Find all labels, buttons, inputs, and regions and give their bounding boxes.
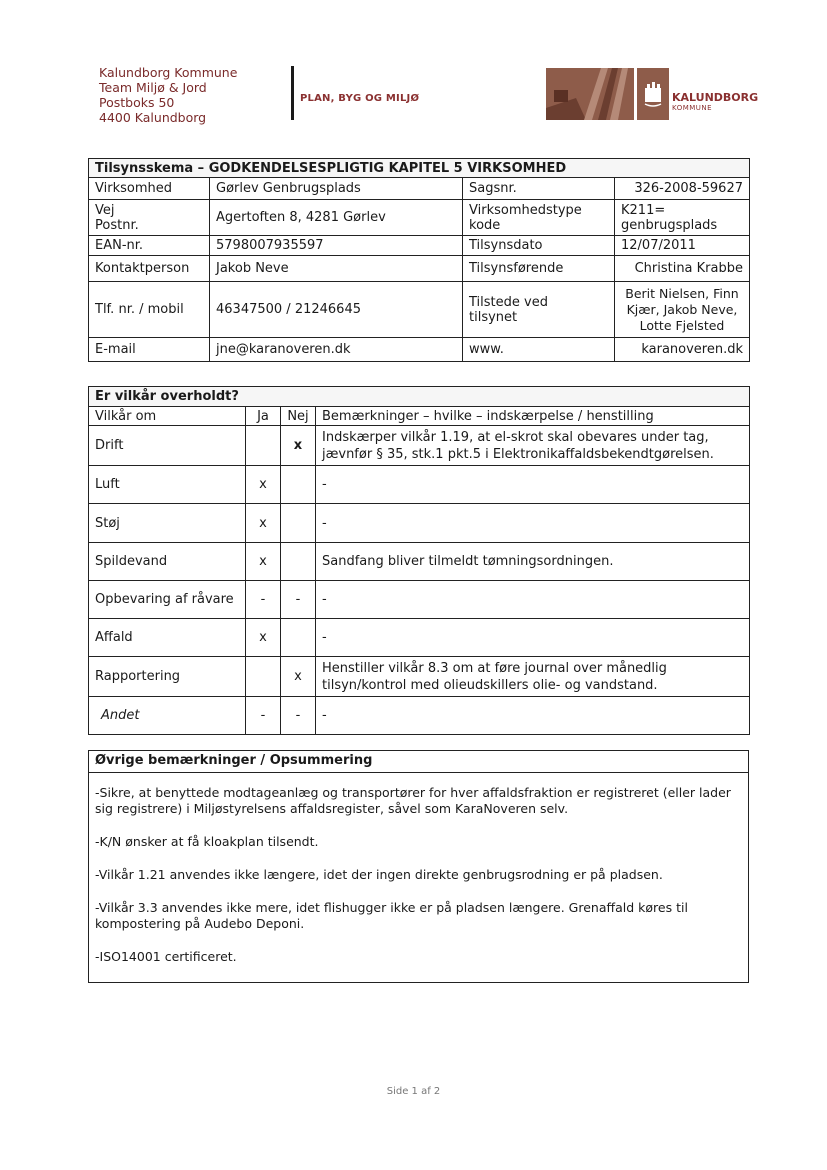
summary-paragraph: -K/N ønsker at få kloakplan tilsendt. (95, 834, 319, 849)
condition-remarks: Indskærper vilkår 1.19, at el-skrot skal obevares under tag, jævnfør § 35, stk.1 pkt.5 i Elektronikaffaldsbekendtgørelsen. (316, 426, 750, 466)
table-row (89, 200, 750, 236)
condition-yes: x (246, 619, 281, 657)
org-line: Kalundborg Kommune (99, 65, 238, 80)
condition-no: x (281, 426, 316, 466)
condition-name: Drift (89, 426, 246, 466)
org-line: 4400 Kalundborg (99, 110, 207, 125)
condition-name: Rapportering (89, 657, 246, 697)
field-label: Virksomhedstype kode (463, 200, 615, 236)
condition-no: - (281, 697, 316, 735)
summary-paragraph: -Vilkår 3.3 anvendes ikke mere, idet flishugger ikke er på pladsen længere. Grenaffald køres til kompostering på Audebo Deponi. (95, 900, 688, 931)
condition-no (281, 466, 316, 504)
condition-remarks: - (316, 581, 750, 619)
field-label: Tilsynsdato (463, 236, 615, 256)
condition-name: Affald (89, 619, 246, 657)
condition-no (281, 504, 316, 543)
table-row (89, 543, 750, 581)
column-header: Ja (246, 407, 281, 426)
field-value: Gørlev Genbrugsplads (210, 178, 463, 200)
field-value: karanoveren.dk (615, 338, 750, 362)
field-label: Virksomhed (89, 178, 210, 200)
condition-yes: - (246, 697, 281, 735)
condition-yes (246, 657, 281, 697)
table-row (89, 581, 750, 619)
conditions-table (88, 386, 750, 735)
condition-yes: x (246, 543, 281, 581)
summary-box (88, 750, 749, 983)
department-name: PLAN, BYG OG MILJØ (300, 93, 420, 104)
field-label: www. (463, 338, 615, 362)
field-label: Sagsnr. (463, 178, 615, 200)
letterhead-divider (291, 66, 294, 120)
field-value: 5798007935597 (210, 236, 463, 256)
municipality-logo-image (546, 68, 634, 120)
field-value: Berit Nielsen, Finn Kjær, Jakob Neve, Lotte Fjelsted (615, 282, 750, 338)
field-label: Tilsynsførende (463, 256, 615, 282)
table-row (89, 697, 750, 735)
condition-no (281, 543, 316, 581)
condition-remarks: Sandfang bliver tilmeldt tømningsordningen. (316, 543, 750, 581)
condition-remarks: - (316, 697, 750, 735)
logo-wordmark: KALUNDBORG (672, 91, 759, 104)
table-row (89, 256, 750, 282)
column-header: Nej (281, 407, 316, 426)
sender-address (99, 65, 237, 125)
table-row (89, 426, 750, 466)
summary-body (89, 773, 748, 965)
field-value: 12/07/2011 (615, 236, 750, 256)
column-header: Vilkår om (89, 407, 246, 426)
condition-no: - (281, 581, 316, 619)
field-value: Jakob Neve (210, 256, 463, 282)
condition-remarks: - (316, 619, 750, 657)
field-label: EAN-nr. (89, 236, 210, 256)
summary-paragraph: -ISO14001 certificeret. (95, 949, 237, 964)
condition-yes: x (246, 466, 281, 504)
condition-name: Spildevand (89, 543, 246, 581)
municipality-crest-icon (637, 68, 669, 120)
field-value: Agertoften 8, 4281 Gørlev (210, 200, 463, 236)
logo-subtitle: KOMMUNE (672, 104, 713, 112)
summary-paragraph: -Sikre, at benyttede modtageanlæg og transportører for hver affaldsfraktion er registreret (eller lader sig registrere) i Miljøstyrelsens affaldsregister, såvel som KaraNoveren selv. (95, 785, 731, 816)
condition-remarks: - (316, 466, 750, 504)
field-label: Tilstede ved tilsynet (463, 282, 615, 338)
conditions-header-row (89, 407, 750, 426)
condition-name: Andet (89, 697, 246, 735)
condition-remarks: - (316, 504, 750, 543)
field-value: 326-2008-59627 (615, 178, 750, 200)
field-value: 46347500 / 21246645 (210, 282, 463, 338)
page-number: Side 1 af 2 (386, 1086, 441, 1097)
table-row (89, 338, 750, 362)
condition-yes (246, 426, 281, 466)
table-row (89, 657, 750, 697)
table-row (89, 178, 750, 200)
table-row (89, 236, 750, 256)
column-header: Bemærkninger – hvilke – indskærpelse / henstilling (316, 407, 750, 426)
condition-no: x (281, 657, 316, 697)
org-line: Team Miljø & Jord (99, 80, 207, 95)
conditions-title: Er vilkår overholdt? (89, 387, 750, 407)
field-label: Kontaktperson (89, 256, 210, 282)
table-row (89, 466, 750, 504)
field-label: E-mail (89, 338, 210, 362)
table-row (89, 504, 750, 543)
inspection-info-table (88, 158, 750, 362)
condition-yes: x (246, 504, 281, 543)
field-label: Vej Postnr. (89, 200, 210, 236)
condition-no (281, 619, 316, 657)
summary-paragraph: -Vilkår 1.21 anvendes ikke længere, idet der ingen direkte genbrugsrodning er på pladsen. (95, 867, 663, 882)
field-value: K211= genbrugsplads (615, 200, 750, 236)
field-value: jne@karanoveren.dk (210, 338, 463, 362)
field-value: Christina Krabbe (615, 256, 750, 282)
condition-name: Opbevaring af råvare (89, 581, 246, 619)
info-table-title: Tilsynsskema – GODKENDELSESPLIGTIG KAPITEL 5 VIRKSOMHED (89, 159, 750, 178)
condition-yes: - (246, 581, 281, 619)
table-row (89, 282, 750, 338)
condition-remarks: Henstiller vilkår 8.3 om at føre journal over månedlig tilsyn/kontrol med olieudskillers olie- og vandstand. (316, 657, 750, 697)
table-row (89, 619, 750, 657)
condition-name: Støj (89, 504, 246, 543)
condition-name: Luft (89, 466, 246, 504)
summary-title: Øvrige bemærkninger / Opsummering (89, 751, 748, 773)
field-label: Tlf. nr. / mobil (89, 282, 210, 338)
org-line: Postboks 50 (99, 95, 175, 110)
